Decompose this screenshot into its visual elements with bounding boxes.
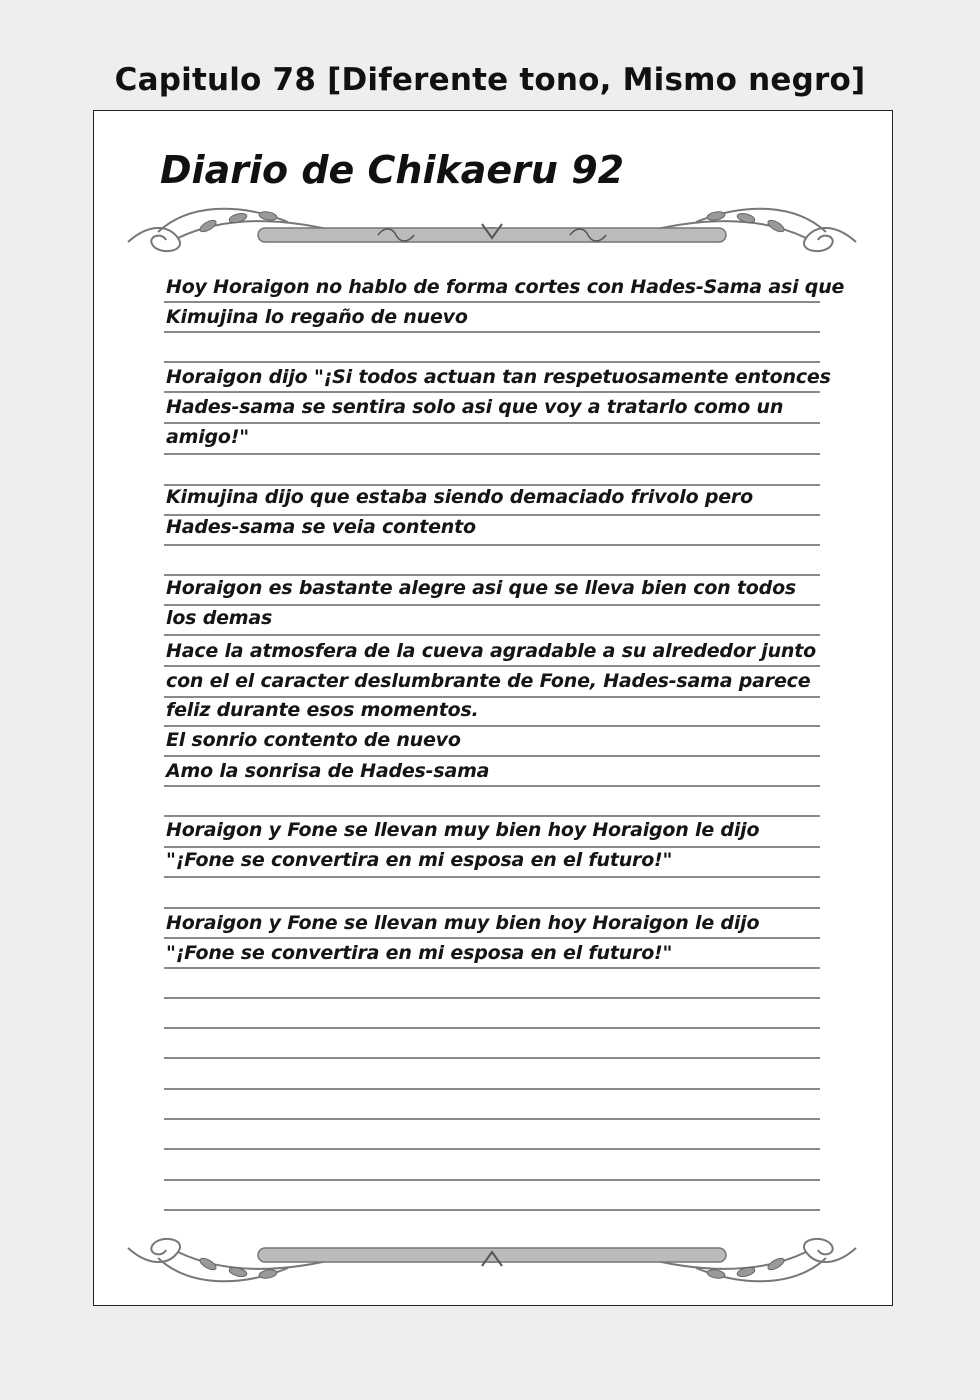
diary-line: Horaigon dijo "¡Si todos actuan tan respetuosamente entonces <box>166 366 831 388</box>
diary-line: feliz durante esos momentos. <box>166 699 479 721</box>
diary-line: Kimujina dijo que estaba siendo demaciado frivolo pero <box>166 486 753 508</box>
diary-line: Hoy Horaigon no hablo de forma cortes con Hades-Sama asi que <box>166 276 845 298</box>
chapter-title: Capitulo 78 [Diferente tono, Mismo negro] <box>114 62 866 98</box>
diary-line: los demas <box>166 607 273 629</box>
diary-title: Diario de Chikaeru 92 <box>160 148 625 192</box>
diary-line: Horaigon es bastante alegre asi que se lleva bien con todos <box>166 577 797 599</box>
diary-line: con el el caracter deslumbrante de Fone, Hades-sama parece <box>166 670 811 692</box>
diary-line: Kimujina lo regaño de nuevo <box>166 306 468 328</box>
floral-border-bottom-ornament <box>118 1226 866 1286</box>
diary-line: amigo!" <box>166 426 249 448</box>
diary-line: El sonrio contento de nuevo <box>166 729 461 751</box>
diary-line: Amo la sonrisa de Hades-sama <box>166 760 490 782</box>
diary-line: Hades-sama se sentira solo asi que voy a tratarlo como un <box>166 396 784 418</box>
diary-line: "¡Fone se convertira en mi esposa en el futuro!" <box>166 942 673 964</box>
diary-line: Hace la atmosfera de la cueva agradable a su alrededor junto <box>166 640 816 662</box>
diary-line: Horaigon y Fone se llevan muy bien hoy Horaigon le dijo <box>166 912 760 934</box>
diary-line: "¡Fone se convertira en mi esposa en el futuro!" <box>166 849 673 871</box>
diary-line: Horaigon y Fone se llevan muy bien hoy Horaigon le dijo <box>166 819 760 841</box>
diary-line: Hades-sama se veia contento <box>166 516 476 538</box>
